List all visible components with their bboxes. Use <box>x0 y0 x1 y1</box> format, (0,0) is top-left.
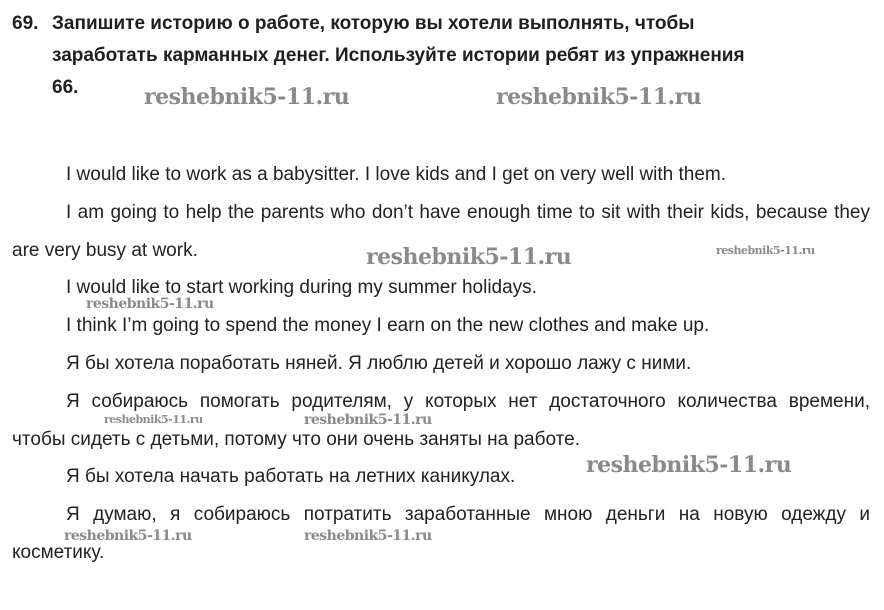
watermark: reshebnik5-11.ru <box>496 84 702 110</box>
paragraph-7: Я бы хотела начать работать на летних каникулах. <box>66 466 516 488</box>
watermark: reshebnik5-11.ru <box>304 412 432 428</box>
watermark: reshebnik5-11.ru <box>716 244 815 257</box>
paragraph-5: Я бы хотела поработать няней. Я люблю детей и хорошо лажу с ними. <box>66 352 692 374</box>
answer-text <box>12 156 870 572</box>
watermark: reshebnik5-11.ru <box>366 244 572 270</box>
task-line-2: заработать карманных денег. Используйте истории ребят из упражнения <box>52 45 745 66</box>
paragraph-4: I think I’m going to spend the money I earn on the new clothes and make up. <box>66 315 710 337</box>
task-number: 69. <box>12 13 39 34</box>
task-line-1: Запишите историю о работе, которую вы хотели выполнять, чтобы <box>52 13 695 34</box>
watermark: reshebnik5-11.ru <box>304 528 432 544</box>
paragraph-2: I am going to help the parents who don’t have enough time to sit with their kids, because they are very busy at work. <box>12 201 870 261</box>
watermark: reshebnik5-11.ru <box>104 413 203 426</box>
paragraph-6: Я собираюсь помогать родителям, у которых нет достаточного количества времени, чтобы сидеть с детьми, потому что они очень заняты на работе. <box>12 390 870 450</box>
watermark: reshebnik5-11.ru <box>586 452 792 478</box>
task-heading <box>12 8 872 104</box>
paragraph-1: I would like to work as a babysitter. I love kids and I get on very well with them. <box>66 164 727 185</box>
task-line-3: 66. <box>52 77 79 98</box>
watermark: reshebnik5-11.ru <box>86 296 214 312</box>
paragraph-3: I would like to start working during my summer holidays. <box>66 277 537 299</box>
watermark: reshebnik5-11.ru <box>64 528 192 544</box>
watermark: reshebnik5-11.ru <box>144 84 350 110</box>
paragraph-8: Я думаю, я собираюсь потратить заработанные мною деньги на новую одежду и косметику. <box>12 504 870 563</box>
